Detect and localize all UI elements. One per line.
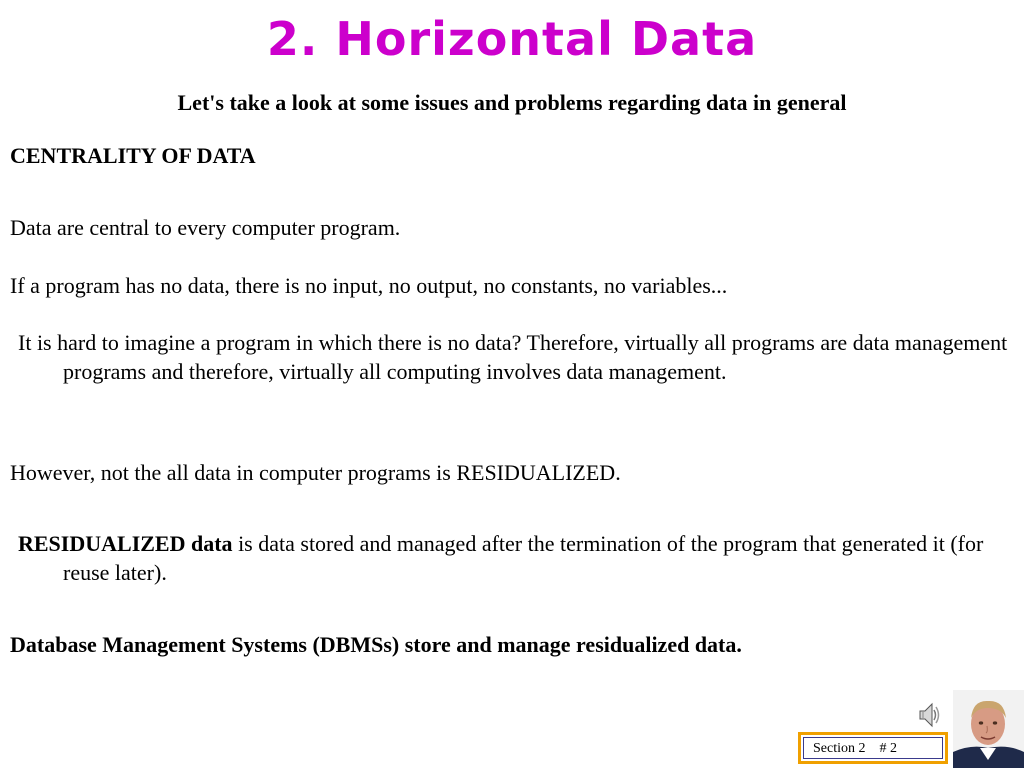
speaker-icon[interactable] <box>918 700 942 730</box>
paragraph-central: Data are central to every computer program. <box>10 215 401 240</box>
section-label: Section 2 # 2 <box>803 737 943 759</box>
slide-title: 2. Horizontal Data <box>266 12 758 66</box>
section-indicator <box>798 732 948 764</box>
definition-text: is data stored and managed after the termination of the program that generated it (for reuse later). <box>63 531 984 585</box>
paragraph-residualized: However, not the all data in computer programs is RESIDUALIZED. <box>10 460 621 485</box>
paragraph-no-data: If a program has no data, there is no input, no output, no constants, no variables... <box>10 273 728 298</box>
section-heading: CENTRALITY OF DATA <box>10 143 256 168</box>
definition-term: RESIDUALIZED data <box>18 531 233 556</box>
slide-subtitle: Let's take a look at some issues and problems regarding data in general <box>177 90 847 115</box>
paragraph-dbms: Database Management Systems (DBMSs) store and manage residualized data. <box>10 632 742 657</box>
paragraph-definition <box>10 529 1023 587</box>
presenter-photo <box>953 690 1024 768</box>
paragraph-imagine: It is hard to imagine a program in which there is no data? Therefore, virtually all programs are data management programs and therefore, virtually all computing involves data management. <box>18 330 1008 384</box>
